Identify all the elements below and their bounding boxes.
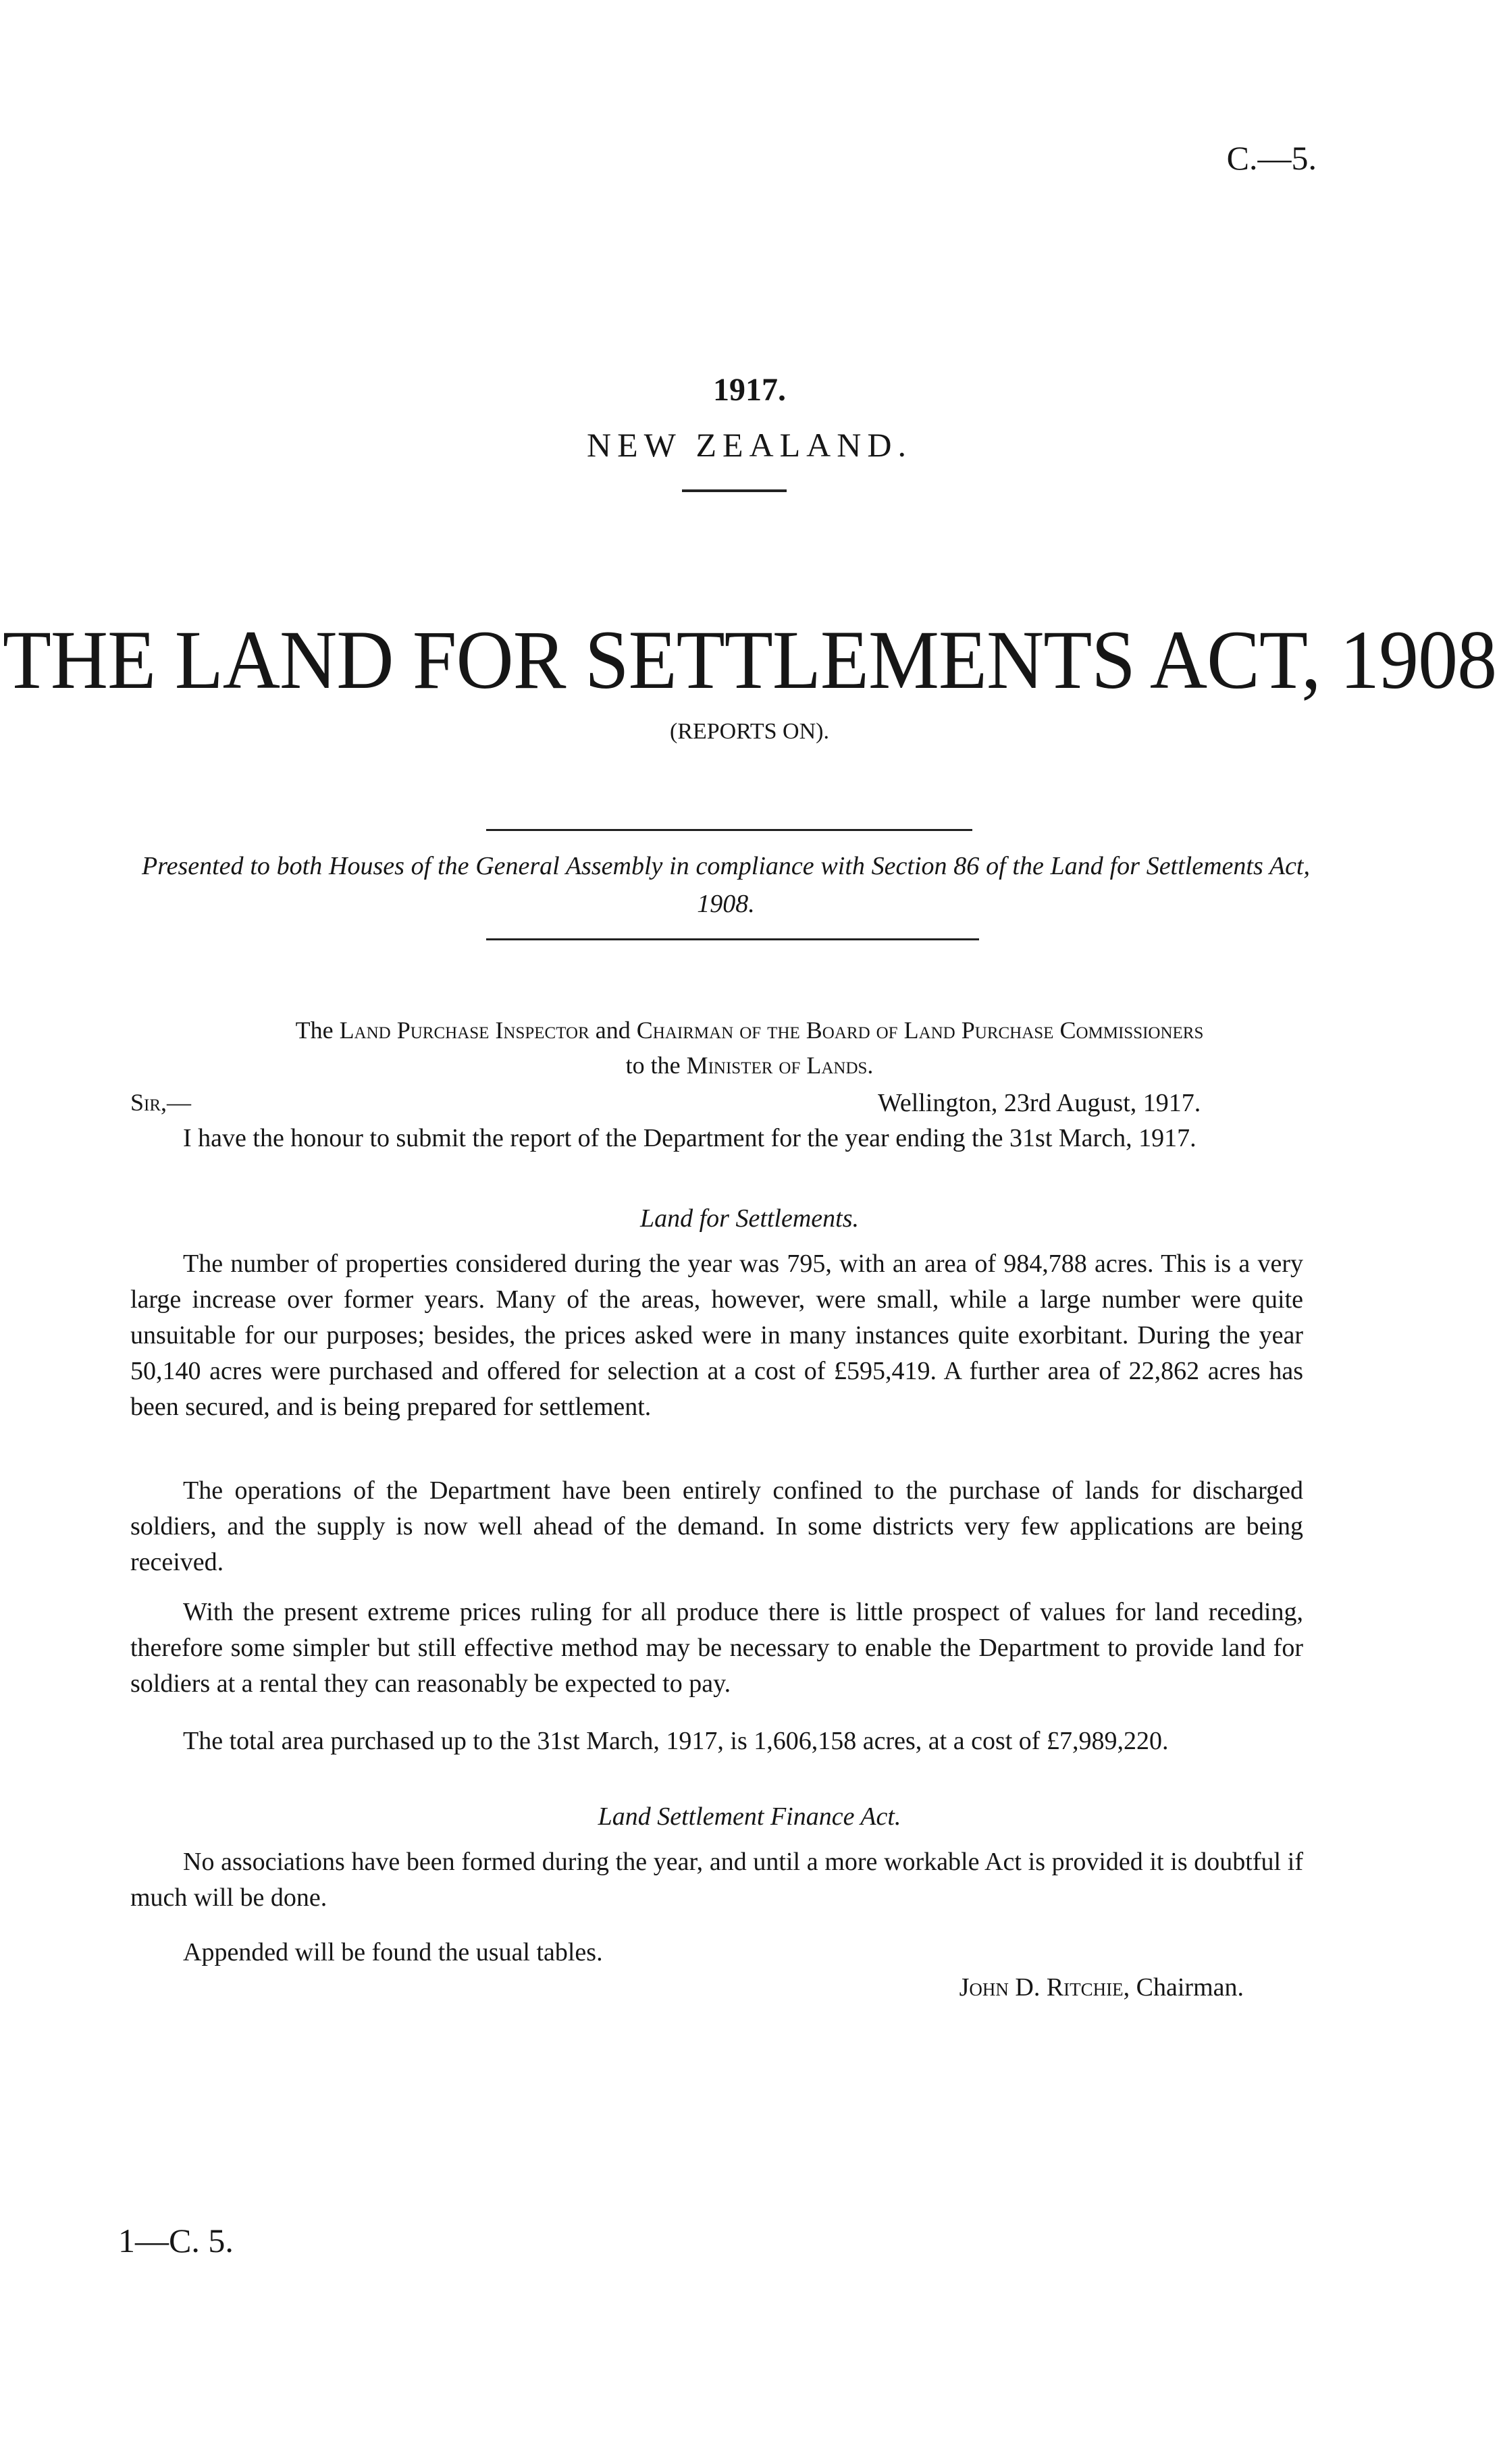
page-reference: 1—C. 5. [118,2222,234,2259]
address-prefix: The [295,1017,334,1044]
address-inspector: Land Purchase Inspector [339,1017,589,1044]
address-line2-prefix: to the [625,1052,681,1079]
body-paragraph [130,1246,1303,1425]
paragraph-text: No associations have been formed during the year, and until a more workable Act is provided it is doubtful if much will be done. [130,1848,1303,1912]
paragraph-text: The number of properties considered during the year was 795, with an area of 984,788 acres. This is a very large increase over former years. Many of the areas, however, were small, while a large number were quite unsuitable for our purposes; besides, the prices asked were in many instances quite exorbitant. During the year 50,140 acres were purchased and offered for selection at a cost of £595,419. A further area of 22,862 acres has been secured, and is being prepared for settlement. [130,1250,1303,1421]
body-paragraph [130,1595,1303,1702]
address-chairman: Chairman of the Board of Land Purchase Commissioners [636,1017,1204,1044]
body-paragraph [130,1935,1303,1971]
section-heading: Land Settlement Finance Act. [598,1802,901,1831]
document-reference: C.—5. [1226,139,1317,177]
body-paragraph [130,1844,1303,1916]
document-subtitle: (REPORTS ON). [670,719,829,744]
salutation: Sir,— [130,1089,192,1116]
divider-rule [682,489,787,492]
country-heading: NEW ZEALAND. [587,426,912,464]
letter-address [0,1013,1499,1083]
paragraph-text: The operations of the Department have been entirely confined to the purchase of lands for discharged soldiers, and the supply is now well ahead of the demand. In some districts very few applications are being received. [130,1476,1303,1576]
address-minister: Minister of Lands. [686,1052,874,1079]
intro-text: I have the honour to submit the report of the Department for the year ending the 31st March, 1917. [183,1124,1196,1152]
presentation-note: Presented to both Houses of the General Assembly in compliance with Section 86 of the Land for Settlements Act, 1908. [142,852,1310,918]
divider-rule [486,829,972,831]
document-title: THE LAND FOR SETTLEMENTS ACT, 1908 [2,613,1497,707]
paragraph-text: The total area purchased up to the 31st March, 1917, is 1,606,158 acres, at a cost of £7,989,220. [183,1727,1169,1755]
address-conjunction: and [595,1017,631,1044]
body-paragraph [130,1473,1303,1580]
signatory-name: John D. Ritchie, [959,1973,1130,2002]
signatory-title: Chairman. [1136,1973,1244,2002]
place-date: Wellington, 23rd August, 1917. [878,1089,1201,1117]
body-paragraph [130,1723,1303,1759]
section-heading: Land for Settlements. [639,1204,860,1233]
paragraph-text: Appended will be found the usual tables. [183,1938,603,1966]
intro-paragraph [130,1121,1303,1156]
signature [959,1973,1244,2002]
divider-rule [486,938,979,940]
paragraph-text: With the present extreme prices ruling for all produce there is little prospect of values for land receding, therefore some simpler but still effective method may be necessary to enable the Department to provide land for soldiers at a rental they can reasonably be expected to pay. [130,1598,1303,1698]
report-year: 1917. [713,372,786,408]
